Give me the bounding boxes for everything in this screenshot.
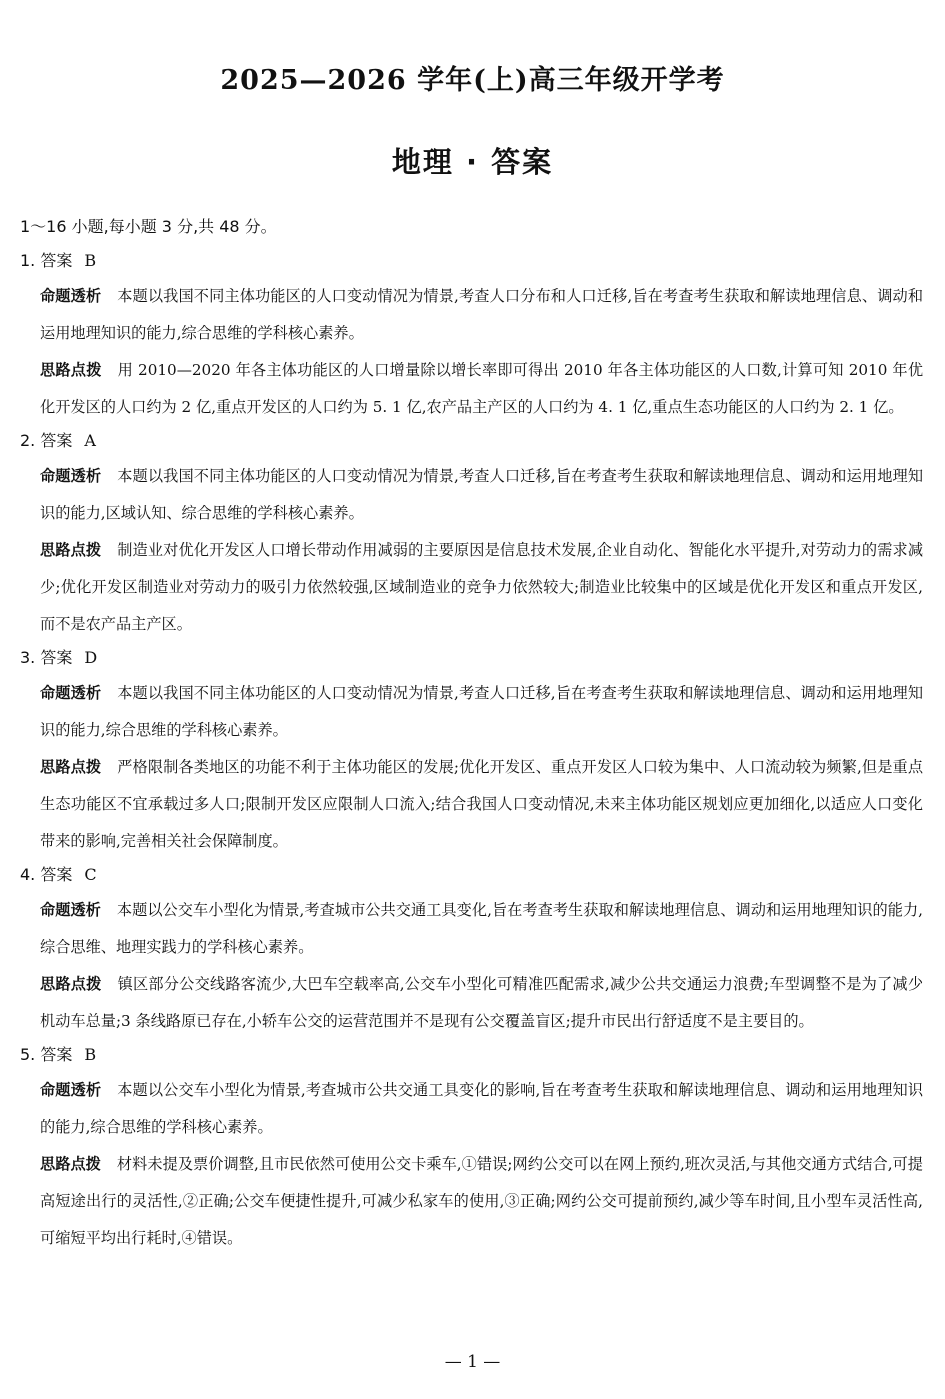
answer-label: 3. 答案 bbox=[20, 648, 73, 667]
answer-label: 2. 答案 bbox=[20, 431, 73, 450]
answer-line bbox=[0, 246, 945, 275]
hint-label: 思路点拨 bbox=[40, 975, 102, 993]
analysis-label: 命题透析 bbox=[40, 901, 101, 919]
answer-value: D bbox=[84, 648, 98, 667]
hint-text: 制造业对优化开发区人口增长带动作用减弱的主要原因是信息技术发展,企业自动化、智能化水平提升,对劳动力的需求减少;优化开发区制造业对劳动力的吸引力依然较强,区域制造业的竞争力依然较大;制造业比较集中的区域是优化开发区和重点开发区,而不是农产品主产区。 bbox=[40, 541, 924, 633]
hint-label: 思路点拨 bbox=[40, 361, 102, 379]
analysis-text: 本题以我国不同主体功能区的人口变动情况为情景,考查人口迁移,旨在考查考生获取和解读地理信息、调动和运用地理知识的能力,区域认知、综合思维的学科核心素养。 bbox=[40, 467, 924, 522]
answer-list bbox=[0, 246, 945, 1257]
page-subtitle: 地理 · 答案 bbox=[391, 145, 554, 179]
answer-line bbox=[0, 1040, 945, 1069]
hint-text: 用 2010—2020 年各主体功能区的人口增量除以增长率即可得出 2010 年各主体功能区的人口数,计算可知 2010 年优化开发区的人口约为 2 亿,重点开发区的人口约为 5. 1 亿,农产品主产区的人口约为 4. 1 亿,重点生态功能区的人口约为 2. 1 亿。 bbox=[40, 361, 924, 416]
question-block-3 bbox=[0, 643, 945, 860]
answer-line bbox=[0, 426, 945, 455]
answer-label: 1. 答案 bbox=[20, 251, 73, 270]
hint-text: 材料未提及票价调整,且市民依然可使用公交卡乘车,①错误;网约公交可以在网上预约,班次灵活,与其他交通方式结合,可提高短途出行的灵活性,②正确;公交车便捷性提升,可减少私家车的使用,③正确;网约公交可提前预约,减少等车时间,且小型车灵活性高,可缩短平均出行耗时,④错误。 bbox=[40, 1155, 923, 1247]
answer-value: B bbox=[84, 1045, 97, 1064]
answer-line bbox=[0, 860, 945, 889]
answer-value: B bbox=[84, 251, 97, 270]
section-intro: 1～16 小题,每小题 3 分,共 48 分。 bbox=[20, 217, 277, 236]
analysis-label: 命题透析 bbox=[40, 287, 102, 305]
analysis-text: 本题以公交车小型化为情景,考查城市公共交通工具变化的影响,旨在考查考生获取和解读地理信息、调动和运用地理知识的能力,综合思维的学科核心素养。 bbox=[40, 1081, 924, 1136]
hint-paragraph bbox=[0, 966, 945, 1040]
question-block-5 bbox=[0, 1040, 945, 1257]
hint-paragraph bbox=[0, 532, 945, 643]
hint-label: 思路点拨 bbox=[40, 1155, 101, 1173]
answer-value: C bbox=[84, 865, 97, 884]
analysis-paragraph bbox=[0, 278, 945, 352]
analysis-text: 本题以我国不同主体功能区的人口变动情况为情景,考查人口迁移,旨在考查考生获取和解读地理信息、调动和运用地理知识的能力,综合思维的学科核心素养。 bbox=[40, 684, 924, 739]
analysis-paragraph bbox=[0, 675, 945, 749]
answer-value: A bbox=[84, 431, 96, 450]
analysis-paragraph bbox=[0, 892, 945, 966]
answer-label: 5. 答案 bbox=[20, 1045, 73, 1064]
page-title: 2025—2026 学年(上)高三年级开学考 bbox=[220, 65, 725, 96]
page-number: — 1 — bbox=[444, 1352, 501, 1372]
analysis-label: 命题透析 bbox=[40, 1081, 102, 1099]
question-block-2 bbox=[0, 426, 945, 643]
hint-paragraph bbox=[0, 1146, 945, 1257]
analysis-text: 本题以公交车小型化为情景,考查城市公共交通工具变化,旨在考查考生获取和解读地理信息、调动和运用地理知识的能力,综合思维、地理实践力的学科核心素养。 bbox=[40, 901, 924, 956]
analysis-paragraph bbox=[0, 1072, 945, 1146]
analysis-label: 命题透析 bbox=[40, 467, 102, 485]
question-block-4 bbox=[0, 860, 945, 1040]
hint-paragraph bbox=[0, 749, 945, 860]
analysis-paragraph bbox=[0, 458, 945, 532]
hint-text: 镇区部分公交线路客流少,大巴车空载率高,公交车小型化可精准匹配需求,减少公共交通运力浪费;车型调整不是为了减少机动车总量;3 条线路原已存在,小轿车公交的运营范围并不是现有公交覆盖盲区;提升市民出行舒适度不是主要目的。 bbox=[40, 975, 924, 1030]
hint-text: 严格限制各类地区的功能不利于主体功能区的发展;优化开发区、重点开发区人口较为集中、人口流动较为频繁,但是重点生态功能区不宜承载过多人口;限制开发区应限制人口流入;结合我国人口变动情况,未来主体功能区规划应更加细化,以适应人口变化带来的影响,完善相关社会保障制度。 bbox=[40, 758, 924, 850]
analysis-text: 本题以我国不同主体功能区的人口变动情况为情景,考查人口分布和人口迁移,旨在考查考生获取和解读地理信息、调动和运用地理知识的能力,综合思维的学科核心素养。 bbox=[40, 287, 924, 342]
question-block-1 bbox=[0, 246, 945, 426]
analysis-label: 命题透析 bbox=[40, 684, 102, 702]
answer-label: 4. 答案 bbox=[20, 865, 73, 884]
hint-label: 思路点拨 bbox=[40, 758, 102, 776]
hint-label: 思路点拨 bbox=[40, 541, 102, 559]
answer-line bbox=[0, 643, 945, 672]
hint-paragraph bbox=[0, 352, 945, 426]
